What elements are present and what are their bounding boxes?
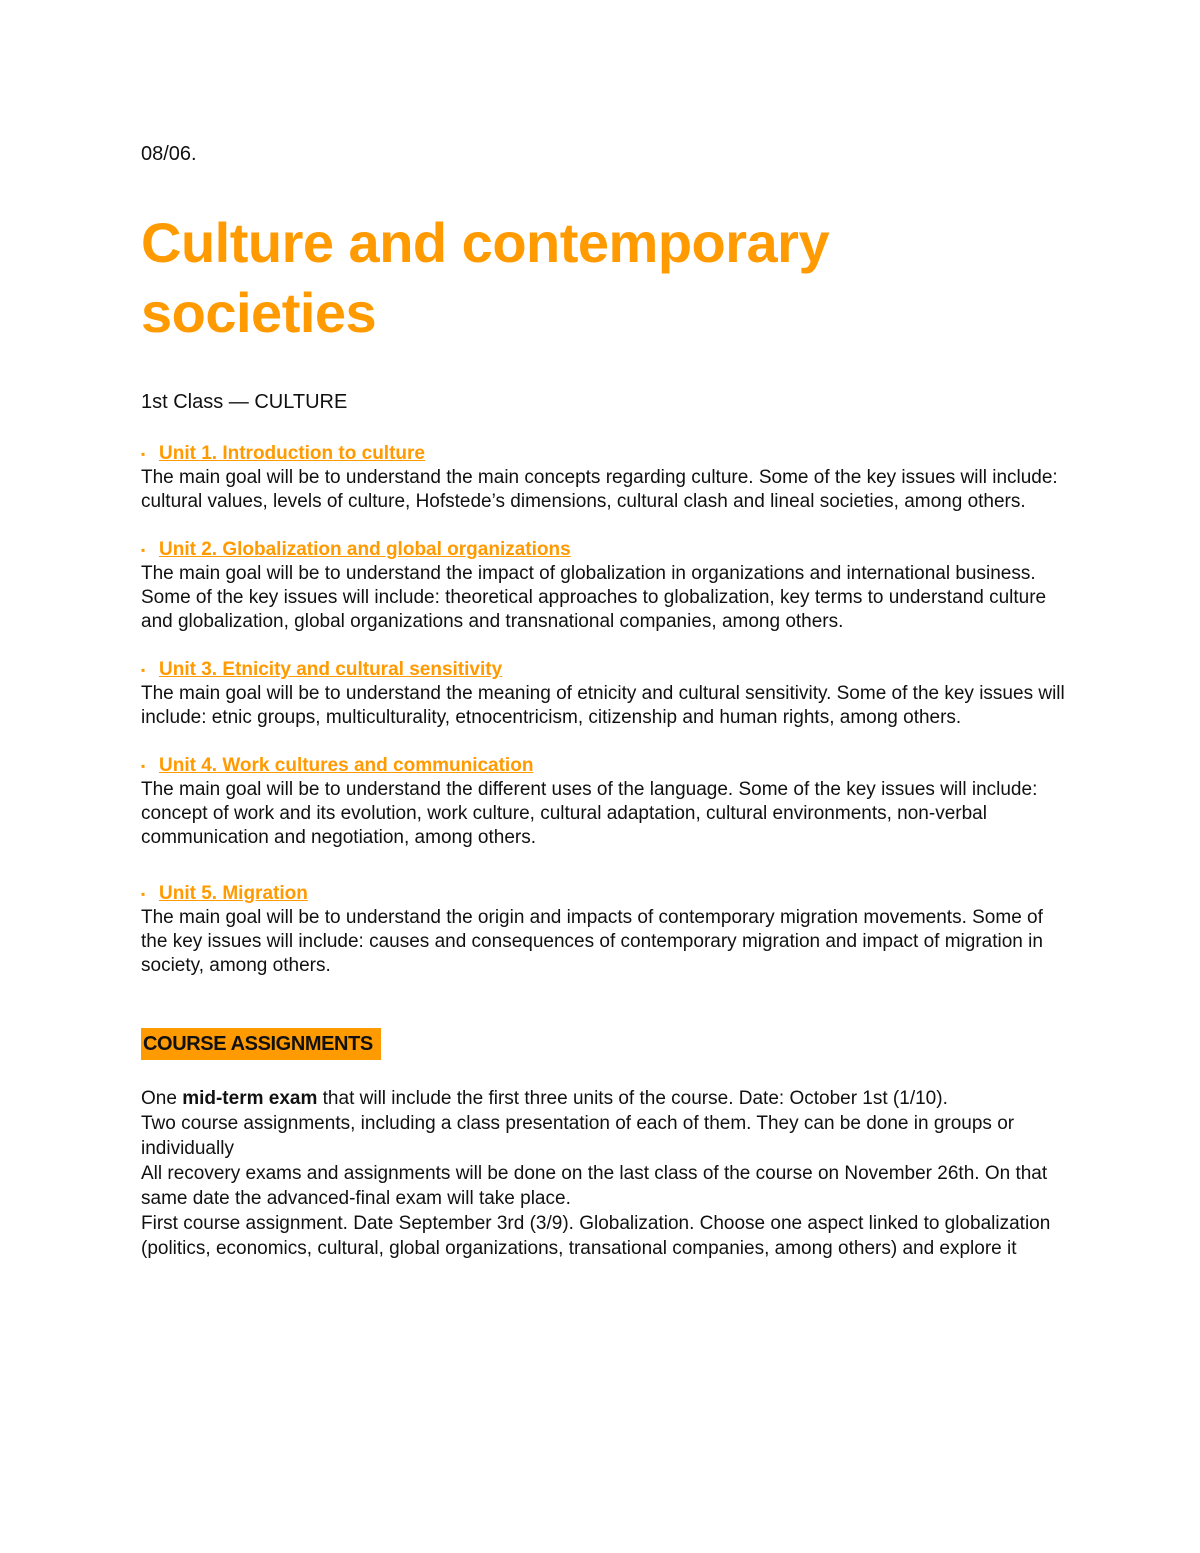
- unit-description: The main goal will be to understand the different uses of the language. Some of the key issues will include: concept of work and its evolution, work culture, cultural adaptation, cultural environments, non-verbal communication and negotiation, among others.: [141, 779, 1038, 848]
- unit-description: The main goal will be to understand the origin and impacts of contemporary migration movements. Some of the key issues will include: causes and consequences of contemporary migration and impact of migration in society, among others.: [141, 907, 1043, 976]
- unit-item: [141, 538, 1066, 634]
- unit-title-link[interactable]: Unit 1. Introduction to culture: [159, 443, 425, 464]
- assignments-paragraph: Two course assignments, including a class presentation of each of them. They can be done in groups or individually: [141, 1113, 1015, 1159]
- unit-title-link[interactable]: Unit 4. Work cultures and communication: [159, 755, 534, 776]
- document-content: [141, 140, 1066, 1261]
- unit-item: [141, 882, 1066, 978]
- unit-description: The main goal will be to understand the meaning of etnicity and cultural sensitivity. Some of the key issues will include: etnic groups, multiculturality, etnocentricism, citizenship and human rights, among others.: [141, 683, 1065, 728]
- course-assignments-heading: COURSE ASSIGNMENTS: [141, 1028, 381, 1060]
- assignments-body: [141, 1086, 1066, 1261]
- unit-item: [141, 442, 1066, 514]
- unit-description: The main goal will be to understand the main concepts regarding culture. Some of the key issues will include: cultural values, levels of culture, Hofstede’s dimensions, cultural clash and lineal societies, among others.: [141, 467, 1058, 512]
- bullet-icon: ▪: [141, 447, 146, 461]
- unit-title-link[interactable]: Unit 5. Migration: [159, 883, 308, 904]
- unit-description: The main goal will be to understand the impact of globalization in organizations and international business. Some of the key issues will include: theoretical approaches to globalization, key terms to understand culture and globalization, global organizations and transnational companies, among others.: [141, 563, 1047, 632]
- midterm-paragraph: One mid-term exam that will include the first three units of the course. Date: October 1st (1/10).: [141, 1088, 948, 1109]
- document-title: Culture and contemporary societies: [141, 211, 830, 344]
- unit-title-link[interactable]: Unit 2. Globalization and global organizations: [159, 539, 571, 560]
- first-assignment-paragraph: First course assignment. Date September 3rd (3/9). Globalization. Choose one aspect linked to globalization (politics, economics, cultural, global organizations, transational companies, among others) and explore it: [141, 1213, 1051, 1259]
- unit-title-link[interactable]: Unit 3. Etnicity and cultural sensitivity: [159, 659, 503, 680]
- recovery-paragraph: All recovery exams and assignments will be done on the last class of the course on November 26th. On that same date the advanced-final exam will take place.: [141, 1163, 1048, 1209]
- document-date: 08/06.: [141, 143, 197, 165]
- class-heading: 1st Class — CULTURE: [141, 391, 348, 413]
- bullet-icon: ▪: [141, 887, 146, 901]
- bullet-icon: ▪: [141, 543, 146, 557]
- unit-list: [141, 442, 1066, 978]
- bullet-icon: ▪: [141, 663, 146, 677]
- unit-item: [141, 754, 1066, 850]
- unit-item: [141, 658, 1066, 730]
- midterm-emphasis: mid-term exam: [182, 1088, 318, 1109]
- bullet-icon: ▪: [141, 759, 146, 773]
